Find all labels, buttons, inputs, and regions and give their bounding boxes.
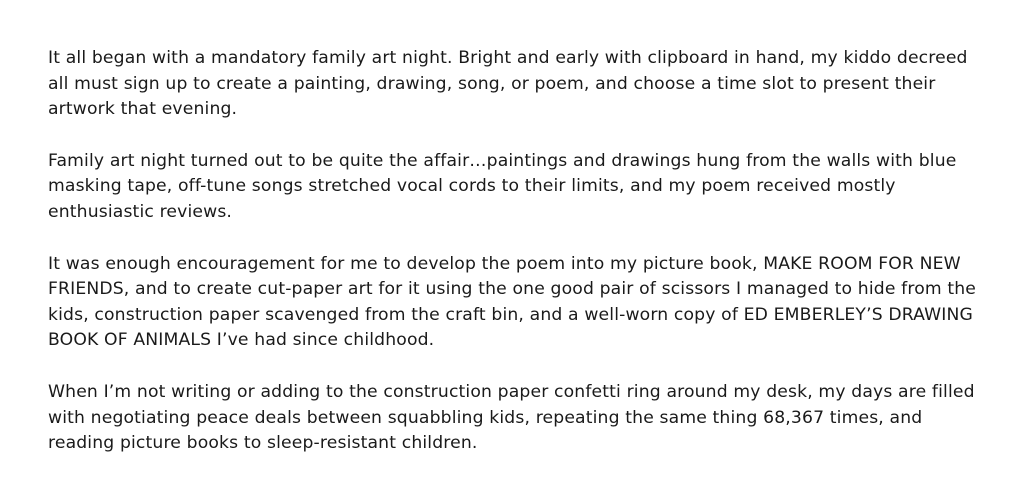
document-body bbox=[48, 46, 988, 457]
paragraph-art-night: It all began with a mandatory family art night. Bright and early with clipboard in hand, my kiddo decreed all must sign up to create a painting, drawing, song, or poem, and choose a time slot to present their artwork that evening. bbox=[48, 48, 968, 120]
paragraph-daily-life: When I’m not writing or adding to the construction paper confetti ring around my desk, my days are filled with negotiating peace deals between squabbling kids, repeating the same thing 68,367 times, and reading picture books to sleep-resistant children. bbox=[48, 381, 975, 454]
paragraph-picture-book: It was enough encouragement for me to develop the poem into my picture book, MAKE ROOM FOR NEW FRIENDS, and to create cut-paper art for it using the one good pair of scissors I managed to hide from the kids, construction paper scavenged from the craft bin, and a well-worn copy of ED EMBERLEY’S DRAWING BOOK OF ANIMALS I’ve had since childhood. bbox=[48, 253, 977, 351]
paragraph-affair: Family art night turned out to be quite the affair…paintings and drawings hung from the walls with blue masking tape, off-tune songs stretched vocal cords to their limits, and my poem received mostly enthusiastic reviews. bbox=[48, 150, 957, 222]
